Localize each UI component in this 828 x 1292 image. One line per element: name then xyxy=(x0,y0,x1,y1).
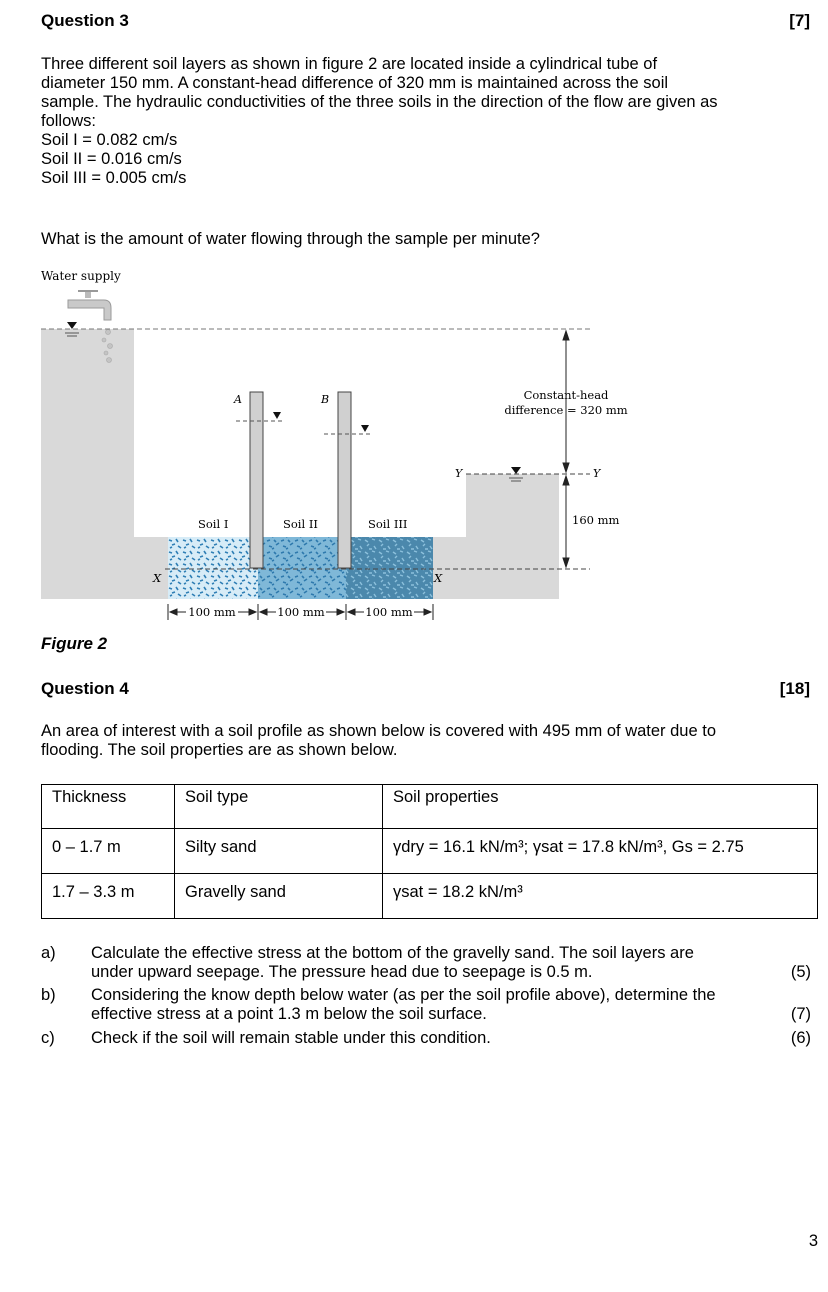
part-b xyxy=(41,986,811,1026)
cell-soil-type: Gravelly sand xyxy=(175,874,383,919)
soil-2-layer xyxy=(258,537,346,599)
faucet-icon xyxy=(68,291,111,320)
water-supply-label: Water supply xyxy=(41,269,121,283)
question-3-marks: [7] xyxy=(789,11,810,30)
permeameter-figure xyxy=(0,262,828,632)
part-text-line: effective stress at a point 1.3 m below the soil surface. xyxy=(91,1005,487,1023)
soil-3-layer xyxy=(346,537,433,599)
header-soil-properties: Soil properties xyxy=(383,785,818,829)
part-c xyxy=(41,1029,811,1049)
intro-line: sample. The hydraulic conductivities of the three soils in the direction of the flow are given as xyxy=(41,93,718,111)
page-number: 3 xyxy=(808,1232,818,1250)
intro-line: diameter 150 mm. A constant-head difference of 320 mm is maintained across the soil xyxy=(41,74,669,92)
soil-properties-table xyxy=(41,784,818,919)
question-4-title: Question 4 xyxy=(41,679,129,698)
question-4-marks: [18] xyxy=(779,679,810,698)
header-thickness: Thickness xyxy=(42,785,175,829)
intro-line: Three different soil layers as shown in figure 2 are located inside a cylindrical tube of xyxy=(41,55,658,73)
table-header-row xyxy=(42,785,818,829)
part-label: a) xyxy=(41,944,56,962)
part-label: b) xyxy=(41,986,56,1004)
part-text-line: Check if the soil will remain stable under this condition. xyxy=(91,1029,491,1047)
height-dimension xyxy=(563,476,569,567)
label-x-right: X xyxy=(434,571,443,585)
question-4-intro xyxy=(41,722,826,760)
label-x-left: X xyxy=(153,571,162,585)
part-label: c) xyxy=(41,1029,55,1047)
cell-soil-type: Silty sand xyxy=(175,829,383,874)
question-3-title: Question 3 xyxy=(41,11,129,30)
cell-thickness: 1.7 – 3.3 m xyxy=(42,874,175,919)
intro-line: follows: xyxy=(41,112,97,130)
dim-160-label: 160 mm xyxy=(572,513,620,527)
part-text-line: Considering the know depth below water (as per the soil profile above), determine the xyxy=(91,986,716,1004)
cell-soil-properties: γsat = 18.2 kN/m³ xyxy=(383,874,818,919)
cell-soil-properties: γdry = 16.1 kN/m³; γsat = 17.8 kN/m³, Gs = 2.75 xyxy=(383,829,818,874)
soil-2-label: Soil II xyxy=(283,517,318,531)
dim-100-label-1: 100 mm xyxy=(188,605,236,619)
soil-1-layer xyxy=(168,537,258,599)
part-text-line: under upward seepage. The pressure head due to seepage is 0.5 m. xyxy=(91,963,593,981)
table-row xyxy=(42,829,818,874)
intro-line: flooding. The soil properties are as shown below. xyxy=(41,741,398,759)
head-label-line2: difference = 320 mm xyxy=(504,403,628,417)
label-y-right: Y xyxy=(593,467,601,480)
dim-100-label-3: 100 mm xyxy=(365,605,413,619)
part-a xyxy=(41,944,811,984)
conductivity-soil-3: Soil III = 0.005 cm/s xyxy=(41,169,187,187)
question-3-prompt: What is the amount of water flowing through the sample per minute? xyxy=(41,230,540,248)
intro-line: An area of interest with a soil profile as shown below is covered with 495 mm of water due to xyxy=(41,722,717,740)
head-label-line1: Constant-head xyxy=(523,388,609,402)
cell-thickness: 0 – 1.7 m xyxy=(42,829,175,874)
label-b: B xyxy=(321,393,330,406)
figure-caption: Figure 2 xyxy=(41,634,108,653)
label-a: A xyxy=(234,393,242,406)
conductivity-soil-2: Soil II = 0.016 cm/s xyxy=(41,150,182,168)
piezometer-b xyxy=(338,392,351,568)
part-marks: (5) xyxy=(790,963,811,981)
dim-100-label-2: 100 mm xyxy=(277,605,325,619)
label-y-left: Y xyxy=(455,467,463,480)
soil-3-label: Soil III xyxy=(368,517,408,531)
piezometer-a xyxy=(250,392,263,568)
part-marks: (6) xyxy=(790,1029,811,1047)
soil-1-label: Soil I xyxy=(198,517,229,531)
table-row xyxy=(42,874,818,919)
conductivity-soil-1: Soil I = 0.082 cm/s xyxy=(41,131,178,149)
part-text-line: Calculate the effective stress at the bottom of the gravelly sand. The soil layers are xyxy=(91,944,694,962)
header-soil-type: Soil type xyxy=(175,785,383,829)
part-marks: (7) xyxy=(790,1005,811,1023)
question-3-intro xyxy=(41,55,826,188)
